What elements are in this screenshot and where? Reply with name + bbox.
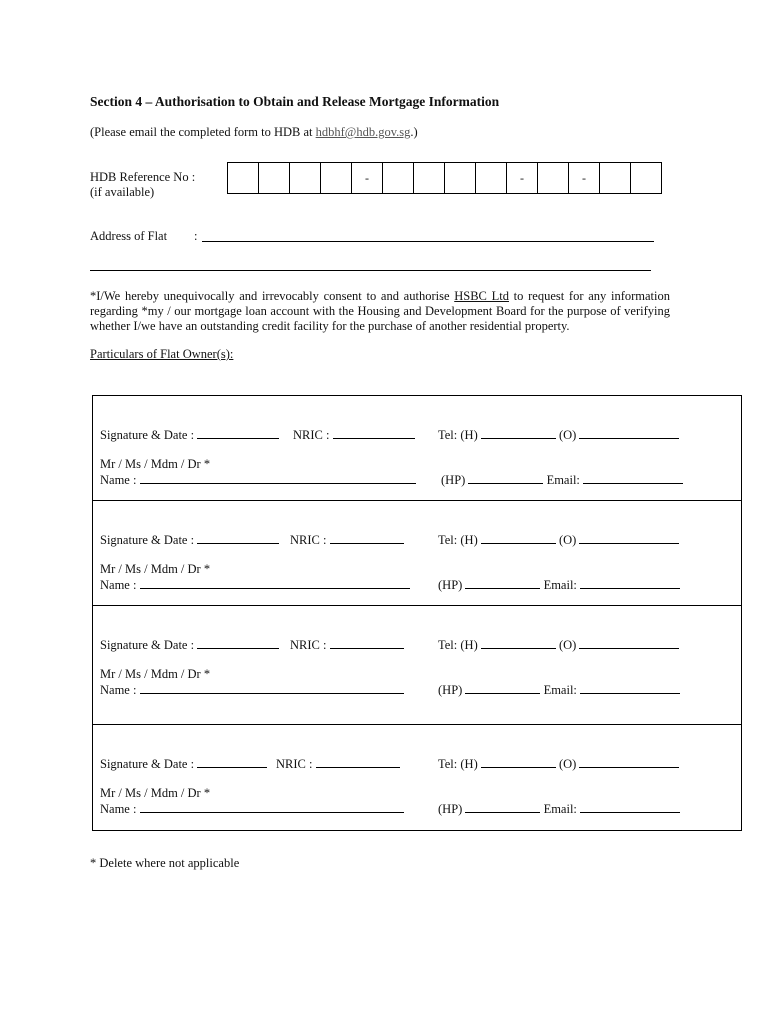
hp-label: (HP) [438, 683, 463, 697]
email-label: Email: [546, 473, 580, 487]
signature-date-field [100, 427, 279, 443]
nric-label: NRIC : [290, 638, 327, 652]
salutation: Mr / Ms / Mdm / Dr * [100, 667, 211, 681]
ref-box[interactable] [445, 163, 476, 193]
ref-box[interactable] [228, 163, 259, 193]
tel-o-label: (O) [558, 533, 577, 547]
name-field [100, 472, 416, 488]
particulars-heading: Particulars of Flat Owner(s): [90, 347, 234, 361]
name-line[interactable] [140, 472, 416, 484]
owner-block-3 [93, 606, 741, 725]
tel-h-line[interactable] [481, 756, 556, 768]
nric-line[interactable] [330, 637, 404, 649]
owner-block-4 [93, 725, 741, 830]
tel-o-line[interactable] [579, 427, 679, 439]
signature-line[interactable] [197, 532, 279, 544]
tel-h-line[interactable] [481, 637, 556, 649]
email-label: Email: [543, 578, 577, 592]
ref-box[interactable] [259, 163, 290, 193]
hdb-reference-boxes [227, 162, 662, 194]
name-field [100, 801, 404, 817]
tel-field [438, 637, 679, 653]
ref-box[interactable] [321, 163, 352, 193]
tel-field [438, 427, 679, 443]
email-line[interactable] [583, 472, 683, 484]
ref-box[interactable] [600, 163, 631, 193]
address-label: Address of Flat [90, 229, 168, 243]
nric-line[interactable] [316, 756, 400, 768]
hp-email-field [438, 682, 680, 698]
tel-h-label: Tel: (H) [438, 428, 478, 442]
nric-line[interactable] [330, 532, 404, 544]
tel-h-label: Tel: (H) [438, 533, 478, 547]
footnote: * Delete where not applicable [90, 856, 240, 870]
signature-date-field [100, 637, 279, 653]
tel-h-label: Tel: (H) [438, 638, 478, 652]
hdb-reference-label [90, 170, 195, 200]
signature-date-field [100, 532, 279, 548]
name-label: Name : [100, 473, 137, 487]
nric-field [293, 427, 415, 443]
name-line[interactable] [140, 682, 404, 694]
name-label: Name : [100, 578, 137, 592]
tel-o-line[interactable] [579, 756, 679, 768]
consent-paragraph [90, 289, 670, 334]
tel-o-label: (O) [558, 757, 577, 771]
name-line[interactable] [140, 577, 410, 589]
ref-box-separator: - [507, 163, 538, 193]
tel-o-label: (O) [558, 638, 577, 652]
name-label: Name : [100, 683, 137, 697]
signature-line[interactable] [197, 756, 267, 768]
name-label: Name : [100, 802, 137, 816]
name-line[interactable] [140, 801, 404, 813]
tel-h-label: Tel: (H) [438, 757, 478, 771]
bank-name: HSBC Ltd [454, 289, 509, 303]
email-line[interactable] [580, 801, 680, 813]
signature-date-field [100, 756, 267, 772]
hp-line[interactable] [465, 577, 540, 589]
nric-field [276, 756, 400, 772]
address-line-2[interactable] [90, 258, 651, 271]
email-label: Email: [543, 683, 577, 697]
owners-table [92, 395, 742, 831]
signature-label: Signature & Date : [100, 757, 195, 771]
nric-label: NRIC : [290, 533, 327, 547]
hdb-reference-text: HDB Reference No : [90, 170, 196, 184]
signature-label: Signature & Date : [100, 428, 195, 442]
signature-line[interactable] [197, 637, 279, 649]
note-prefix: (Please email the completed form to HDB at [90, 125, 316, 139]
signature-line[interactable] [197, 427, 279, 439]
ref-box[interactable] [476, 163, 507, 193]
tel-o-line[interactable] [579, 532, 679, 544]
salutation: Mr / Ms / Mdm / Dr * [100, 786, 211, 800]
hp-label: (HP) [438, 578, 463, 592]
address-colon: : [194, 229, 198, 243]
ref-box[interactable] [290, 163, 321, 193]
ref-box-separator: - [352, 163, 383, 193]
signature-label: Signature & Date : [100, 638, 195, 652]
tel-field [438, 756, 679, 772]
ref-box[interactable] [383, 163, 414, 193]
tel-o-line[interactable] [579, 637, 679, 649]
nric-label: NRIC : [293, 428, 330, 442]
tel-field [438, 532, 679, 548]
hp-label: (HP) [438, 802, 463, 816]
salutation: Mr / Ms / Mdm / Dr * [100, 562, 211, 576]
address-line-1[interactable] [202, 229, 654, 242]
signature-label: Signature & Date : [100, 533, 195, 547]
hp-email-field [438, 801, 680, 817]
tel-o-label: (O) [558, 428, 577, 442]
section-title: Section 4 – Authorisation to Obtain and Release Mortgage Information [90, 94, 500, 109]
owner-block-1 [93, 396, 741, 501]
hp-line[interactable] [468, 472, 543, 484]
ref-box[interactable] [631, 163, 661, 193]
hdb-reference-sublabel: (if available) [90, 185, 155, 199]
nric-field [290, 532, 404, 548]
tel-h-line[interactable] [481, 427, 556, 439]
nric-field [290, 637, 404, 653]
consent-text-after: to request for any information regarding *my / our mortgage loan account with the Housing and Development Board for the purpose of verifying whether I/we have an outstanding credit facility for the purchase of another residential property. [90, 289, 670, 333]
name-field [100, 682, 404, 698]
salutation: Mr / Ms / Mdm / Dr * [100, 457, 211, 471]
ref-box-separator: - [569, 163, 600, 193]
ref-box[interactable] [414, 163, 445, 193]
nric-line[interactable] [333, 427, 415, 439]
email-line[interactable] [580, 577, 680, 589]
email-note [90, 125, 418, 140]
hdb-email-link[interactable]: hdbhf@hdb.gov.sg [315, 125, 411, 139]
tel-h-line[interactable] [481, 532, 556, 544]
owner-block-2 [93, 501, 741, 606]
email-label: Email: [543, 802, 577, 816]
hp-line[interactable] [465, 682, 540, 694]
consent-text-before: *I/We hereby unequivocally and irrevocably consent to and authorise [90, 289, 455, 303]
name-field [100, 577, 410, 593]
note-suffix: .) [410, 125, 418, 139]
hp-label: (HP) [441, 473, 466, 487]
nric-label: NRIC : [276, 757, 313, 771]
ref-box[interactable] [538, 163, 569, 193]
email-line[interactable] [580, 682, 680, 694]
hp-email-field [441, 472, 683, 488]
hp-line[interactable] [465, 801, 540, 813]
hp-email-field [438, 577, 680, 593]
